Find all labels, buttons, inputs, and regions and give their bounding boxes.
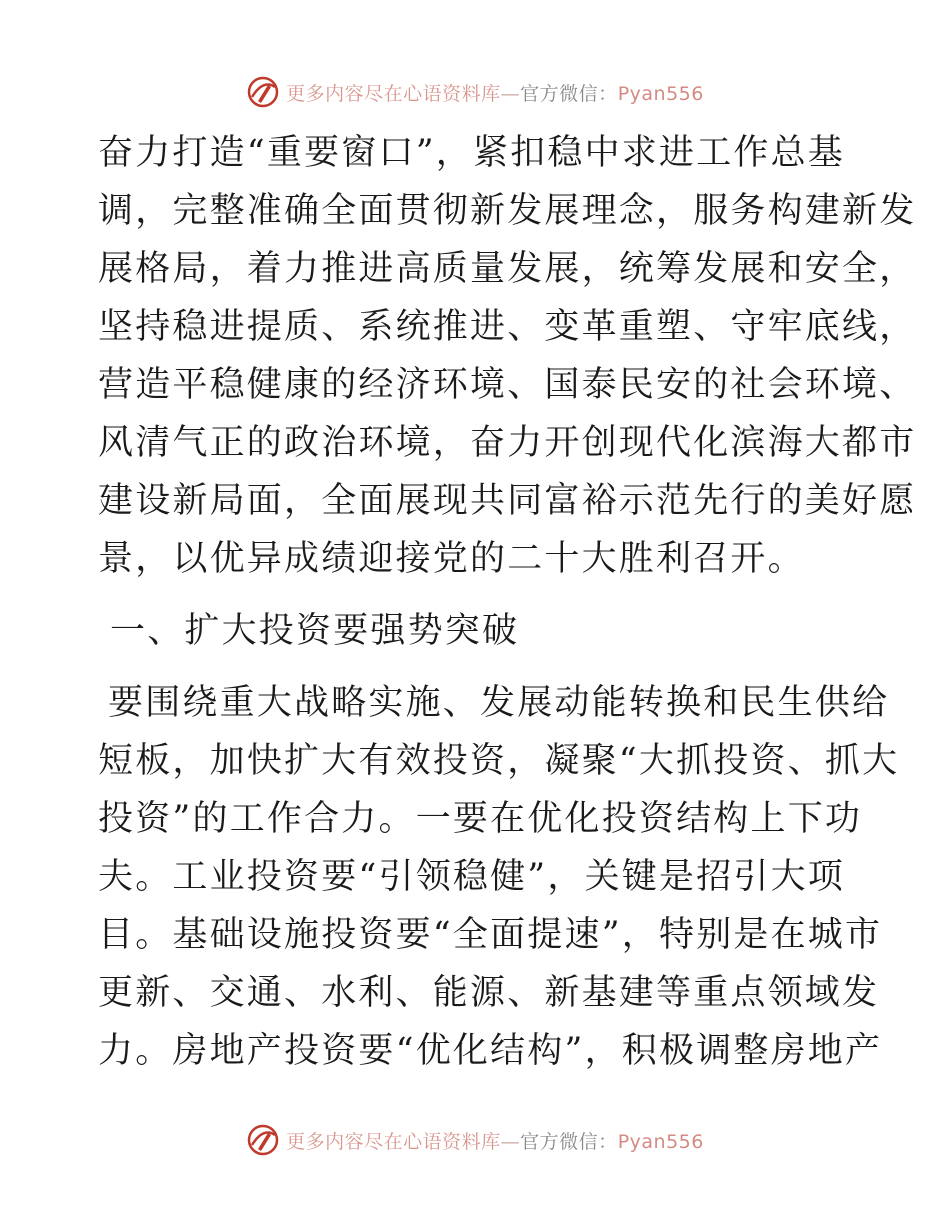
- paragraph-line: 营造平稳健康的经济环境、国泰民安的社会环境、: [98, 365, 917, 405]
- spacer: [98, 588, 858, 602]
- paragraph-line: 要围绕重大战略实施、发展动能转换和民生供给: [108, 683, 890, 723]
- paragraph-line: 奋力打造“重要窗口”，紧扣稳中求进工作总基: [98, 133, 845, 173]
- watermark-dash: —: [500, 82, 521, 105]
- paragraph-line: 更新、交通、水利、能源、新基建等重点领域发: [98, 973, 880, 1013]
- paragraph-line: 夫。工业投资要“引领稳健”，关键是招引大项: [98, 857, 845, 897]
- watermark-official-label: 官方微信：: [520, 82, 618, 105]
- paragraph-2: [98, 674, 900, 1080]
- paragraph-line: 投资”的工作合力。一要在优化投资结构上下功: [98, 799, 863, 839]
- watermark-brand: 更多内容尽在心语资料库: [286, 1130, 501, 1153]
- watermark-wechat-id: Pyan556: [617, 1130, 704, 1153]
- paragraph-1: [98, 124, 917, 588]
- watermark-text: [286, 79, 704, 106]
- paragraph-line: 坚持稳进提质、系统推进、变革重塑、守牢底线，: [98, 307, 917, 347]
- spacer: [98, 660, 858, 674]
- paragraph-line: 调，完整准确全面贯彻新发展理念，服务构建新发: [98, 191, 917, 231]
- watermark-brand: 更多内容尽在心语资料库: [286, 82, 501, 105]
- section-heading-1: 一、扩大投资要强势突破: [110, 611, 520, 651]
- paragraph-line: 建设新局面，全面展现共同富裕示范先行的美好愿: [98, 481, 917, 521]
- header-watermark: [0, 72, 950, 112]
- paragraph-line: 风清气正的政治环境，奋力开创现代化滨海大都市: [98, 423, 917, 463]
- document-body: [98, 124, 917, 1080]
- footer-watermark: [0, 1120, 950, 1160]
- watermark-text: [286, 1127, 704, 1154]
- watermark-wechat-id: Pyan556: [617, 82, 704, 105]
- paragraph-line: 力。房地产投资要“优化结构”，积极调整房地产: [98, 1031, 883, 1071]
- paragraph-line: 目。基础设施投资要“全面提速”，特别是在城市: [98, 915, 883, 955]
- paragraph-line: 景，以优异成绩迎接党的二十大胜利召开。: [98, 539, 805, 579]
- brand-logo-icon: [246, 75, 280, 109]
- paragraph-line: 展格局，着力推进高质量发展，统筹发展和安全，: [98, 249, 917, 289]
- watermark-dash: —: [500, 1130, 521, 1153]
- brand-logo-icon: [246, 1123, 280, 1157]
- watermark-official-label: 官方微信：: [520, 1130, 618, 1153]
- paragraph-line: 短板，加快扩大有效投资，凝聚“大抓投资、抓大: [98, 741, 900, 781]
